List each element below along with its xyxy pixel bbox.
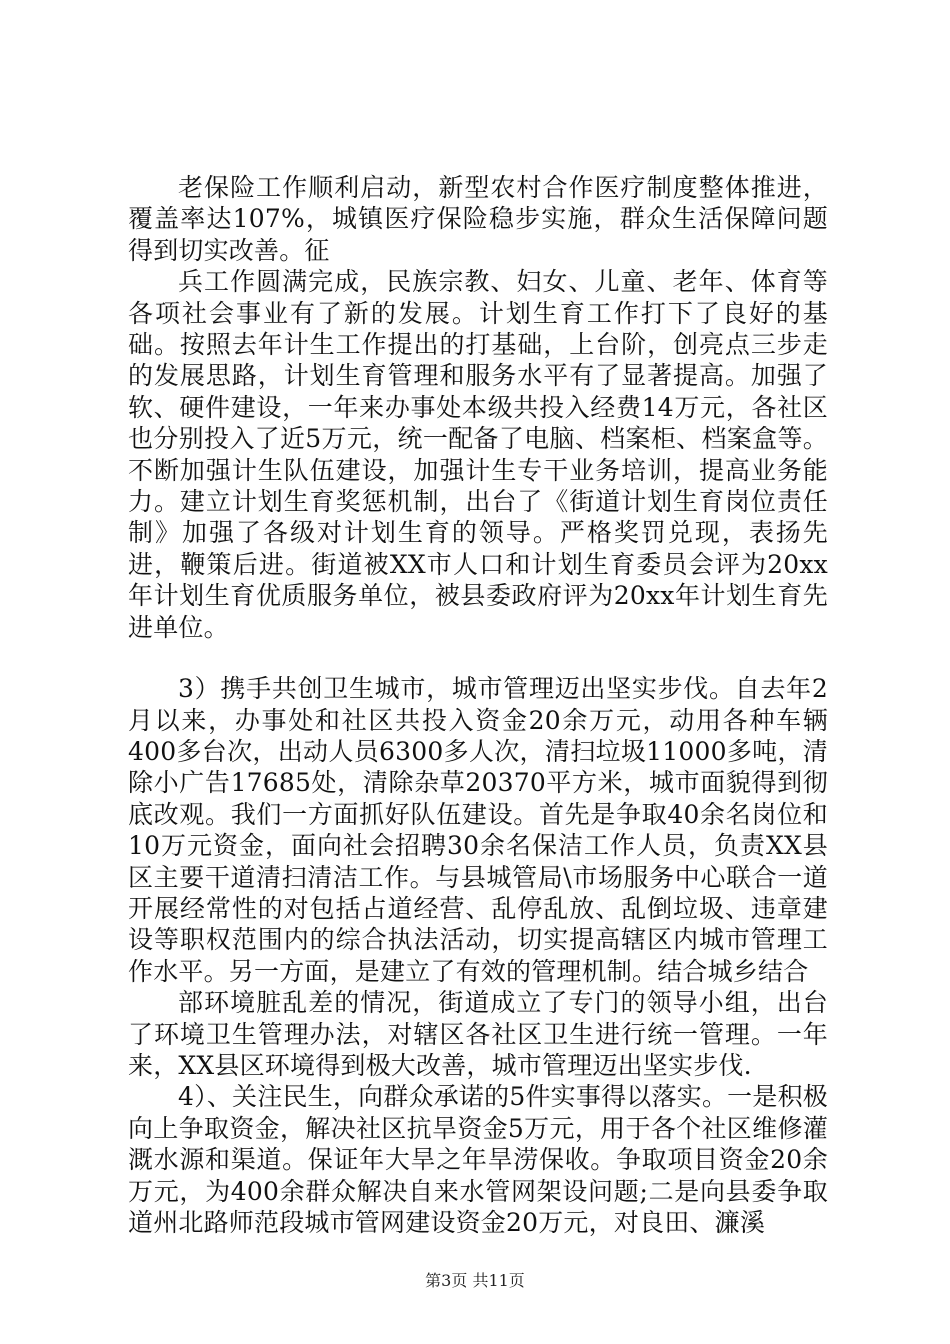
paragraph: 老保险工作顺利启动，新型农村合作医疗制度整体推进，覆盖率达107%，城镇医疗保险稳步实施，群众生活保障问题得到切实改善。征 [128, 173, 828, 265]
paragraph: 部环境脏乱差的情况，街道成立了专门的领导小组，出台了环境卫生管理办法，对辖区各社区卫生进行统一管理。一年来，XX县区环境得到极大改善，城市管理迈出坚实步伐. [128, 988, 828, 1080]
paragraph: 兵工作圆满完成，民族宗教、妇女、儿童、老年、体育等各项社会事业有了新的发展。计划生育工作打下了良好的基础。按照去年计生工作提出的打基础，上台阶，创亮点三步走的发展思路，计划生育管理和服务水平有了显著提高。加强了软、硬件建设，一年来办事处本级共投入经费14万元，各社区也分别投入了近5万元，统一配备了电脑、档案柜、档案盒等。不断加强计生队伍建设，加强计生专干业务培训，提高业务能力。建立计划生育奖惩机制，出台了《街道计划生育岗位责任制》加强了各级对计划生育的领导。严格奖罚兑现，表扬先进，鞭策后进。街道被XX市人口和计划生育委员会评为20xx年计划生育优质服务单位，被县委政府评为20xx年计划生育先进单位。 [128, 267, 828, 642]
paragraph: 3）携手共创卫生城市，城市管理迈出坚实步伐。自去年2月以来，办事处和社区共投入资金20余万元，动用各种车辆400多台次，出动人员6300多人次，清扫垃圾11000多吨，清除小广告17685处，清除杂草20370平方米，城市面貌得到彻底改观。我们一方面抓好队伍建设。首先是争取40余名岗位和10万元资金，面向社会招聘30余名保洁工作人员，负责XX县区主要干道清扫清洁工作。与县城管局\市场服务中心联合一道开展经常性的对包括占道经营、乱停乱放、乱倒垃圾、违章建设等职权范围内的综合执法活动，切实提高辖区内城市管理工作水平。另一方面，是建立了有效的管理机制。结合城乡结合 [128, 674, 828, 986]
page-number-footer: 第3页 共11页 [425, 1271, 525, 1290]
paragraph: 4）、关注民生，向群众承诺的5件实事得以落实。一是积极向上争取资金，解决社区抗旱资金5万元，用于各个社区维修灌溉水源和渠道。保证年大旱之年旱涝保收。争取项目资金20余万元，为400余群众解决自来水管网架设问题;二是向县委争取道州北路师范段城市管网建设资金20万元，对良田、濂溪 [128, 1082, 828, 1237]
document-body [128, 172, 828, 1238]
